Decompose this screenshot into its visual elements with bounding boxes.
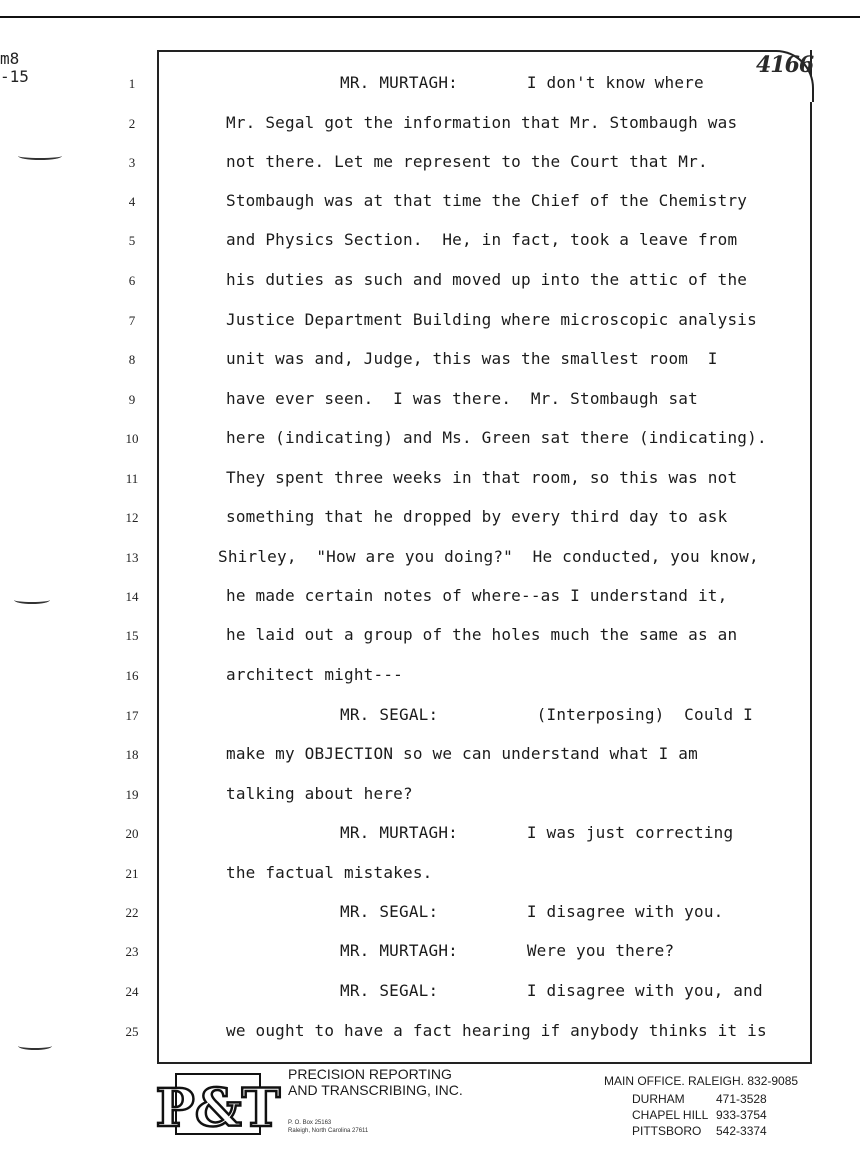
line-number: 20 xyxy=(125,826,139,841)
office-phone: 933-3754 xyxy=(716,1108,767,1122)
line-number: 16 xyxy=(125,668,139,683)
line-number: 1 xyxy=(128,76,136,91)
company-address-line2: Raleigh, North Carolina 27611 xyxy=(288,1128,369,1134)
margin-mark xyxy=(14,596,50,604)
transcript-line: Stombaugh was at that time the Chief of the Chemistry xyxy=(226,191,748,210)
line-number: 12 xyxy=(125,510,139,525)
line-number: 13 xyxy=(125,550,139,565)
line-number: 9 xyxy=(128,392,136,407)
margin-note-1: m8 xyxy=(0,49,20,68)
line-number: 17 xyxy=(125,708,139,723)
transcript-line: Shirley, "How are you doing?" He conducted, you know, xyxy=(218,547,759,566)
line-number: 18 xyxy=(125,747,139,762)
transcript-line: and Physics Section. He, in fact, took a leave from xyxy=(226,230,738,249)
line-number: 24 xyxy=(125,984,139,999)
line-number: 15 xyxy=(125,628,139,643)
transcript-line: MR. MURTAGH: Were you there? xyxy=(340,941,675,960)
line-number: 6 xyxy=(128,273,136,288)
line-number: 7 xyxy=(128,313,136,328)
company-logo xyxy=(155,1068,281,1140)
line-number: 5 xyxy=(128,233,136,248)
transcript-line: we ought to have a fact hearing if anybody thinks it is xyxy=(226,1021,767,1040)
line-number: 21 xyxy=(125,866,139,881)
company-address-line1: P. O. Box 25163 xyxy=(288,1120,332,1126)
transcript-line: here (indicating) and Ms. Green sat there (indicating). xyxy=(226,428,767,447)
company-name-line1: PRECISION REPORTING xyxy=(288,1066,452,1082)
line-number: 4 xyxy=(128,194,136,209)
line-number: 3 xyxy=(128,155,136,170)
top-rule xyxy=(0,0,860,18)
transcript-line: talking about here? xyxy=(226,784,413,803)
transcript-line: MR. SEGAL: I disagree with you, and xyxy=(340,981,763,1000)
office-phone: 471-3528 xyxy=(716,1092,767,1106)
transcript-line: architect might--- xyxy=(226,665,403,684)
frame-top-rule xyxy=(157,50,777,52)
transcript-line: MR. SEGAL: I disagree with you. xyxy=(340,902,724,921)
transcript-line: Mr. Segal got the information that Mr. Stombaugh was xyxy=(226,113,738,132)
transcript-line: something that he dropped by every third day to ask xyxy=(226,507,728,526)
page-number: 4166 xyxy=(756,52,814,78)
line-number: 2 xyxy=(128,116,136,131)
transcript-line: his duties as such and moved up into the attic of the xyxy=(226,270,748,289)
line-number: 22 xyxy=(125,905,139,920)
company-name-line2: AND TRANSCRIBING, INC. xyxy=(288,1082,463,1098)
office-city: DURHAM xyxy=(632,1092,685,1106)
transcript-line: Justice Department Building where microscopic analysis xyxy=(226,310,757,329)
office-city: PITTSBORO xyxy=(632,1124,702,1138)
office-phone: 542-3374 xyxy=(716,1124,767,1138)
line-number: 25 xyxy=(125,1024,139,1039)
line-number: 23 xyxy=(125,944,139,959)
transcript-line: unit was and, Judge, this was the smallest room I xyxy=(226,349,718,368)
transcript-line: he laid out a group of the holes much the same as an xyxy=(226,625,738,644)
transcript-line: he made certain notes of where--as I understand it, xyxy=(226,586,728,605)
line-number: 10 xyxy=(125,431,139,446)
margin-note-2: -15 xyxy=(0,67,29,86)
line-number: 11 xyxy=(125,471,139,486)
transcript-line: make my OBJECTION so we can understand what I am xyxy=(226,744,698,763)
transcript-line: MR. MURTAGH: I was just correcting xyxy=(340,823,734,842)
margin-mark xyxy=(18,1042,52,1050)
line-number: 14 xyxy=(125,589,139,604)
transcript-line: not there. Let me represent to the Court that Mr. xyxy=(226,152,708,171)
line-number: 8 xyxy=(128,352,136,367)
transcript-line: MR. SEGAL: (Interposing) Could I xyxy=(340,705,753,724)
office-city: CHAPEL HILL xyxy=(632,1108,709,1122)
logo-text: P&T xyxy=(155,1078,281,1139)
transcript-line: MR. MURTAGH: I don't know where xyxy=(340,73,704,92)
line-number: 19 xyxy=(125,787,139,802)
transcript-line: the factual mistakes. xyxy=(226,863,433,882)
main-office: MAIN OFFICE. RALEIGH. 832-9085 xyxy=(604,1074,799,1088)
transcript-line: They spent three weeks in that room, so this was not xyxy=(226,468,738,487)
transcript-line: have ever seen. I was there. Mr. Stombaugh sat xyxy=(226,389,698,408)
margin-mark xyxy=(18,152,62,160)
